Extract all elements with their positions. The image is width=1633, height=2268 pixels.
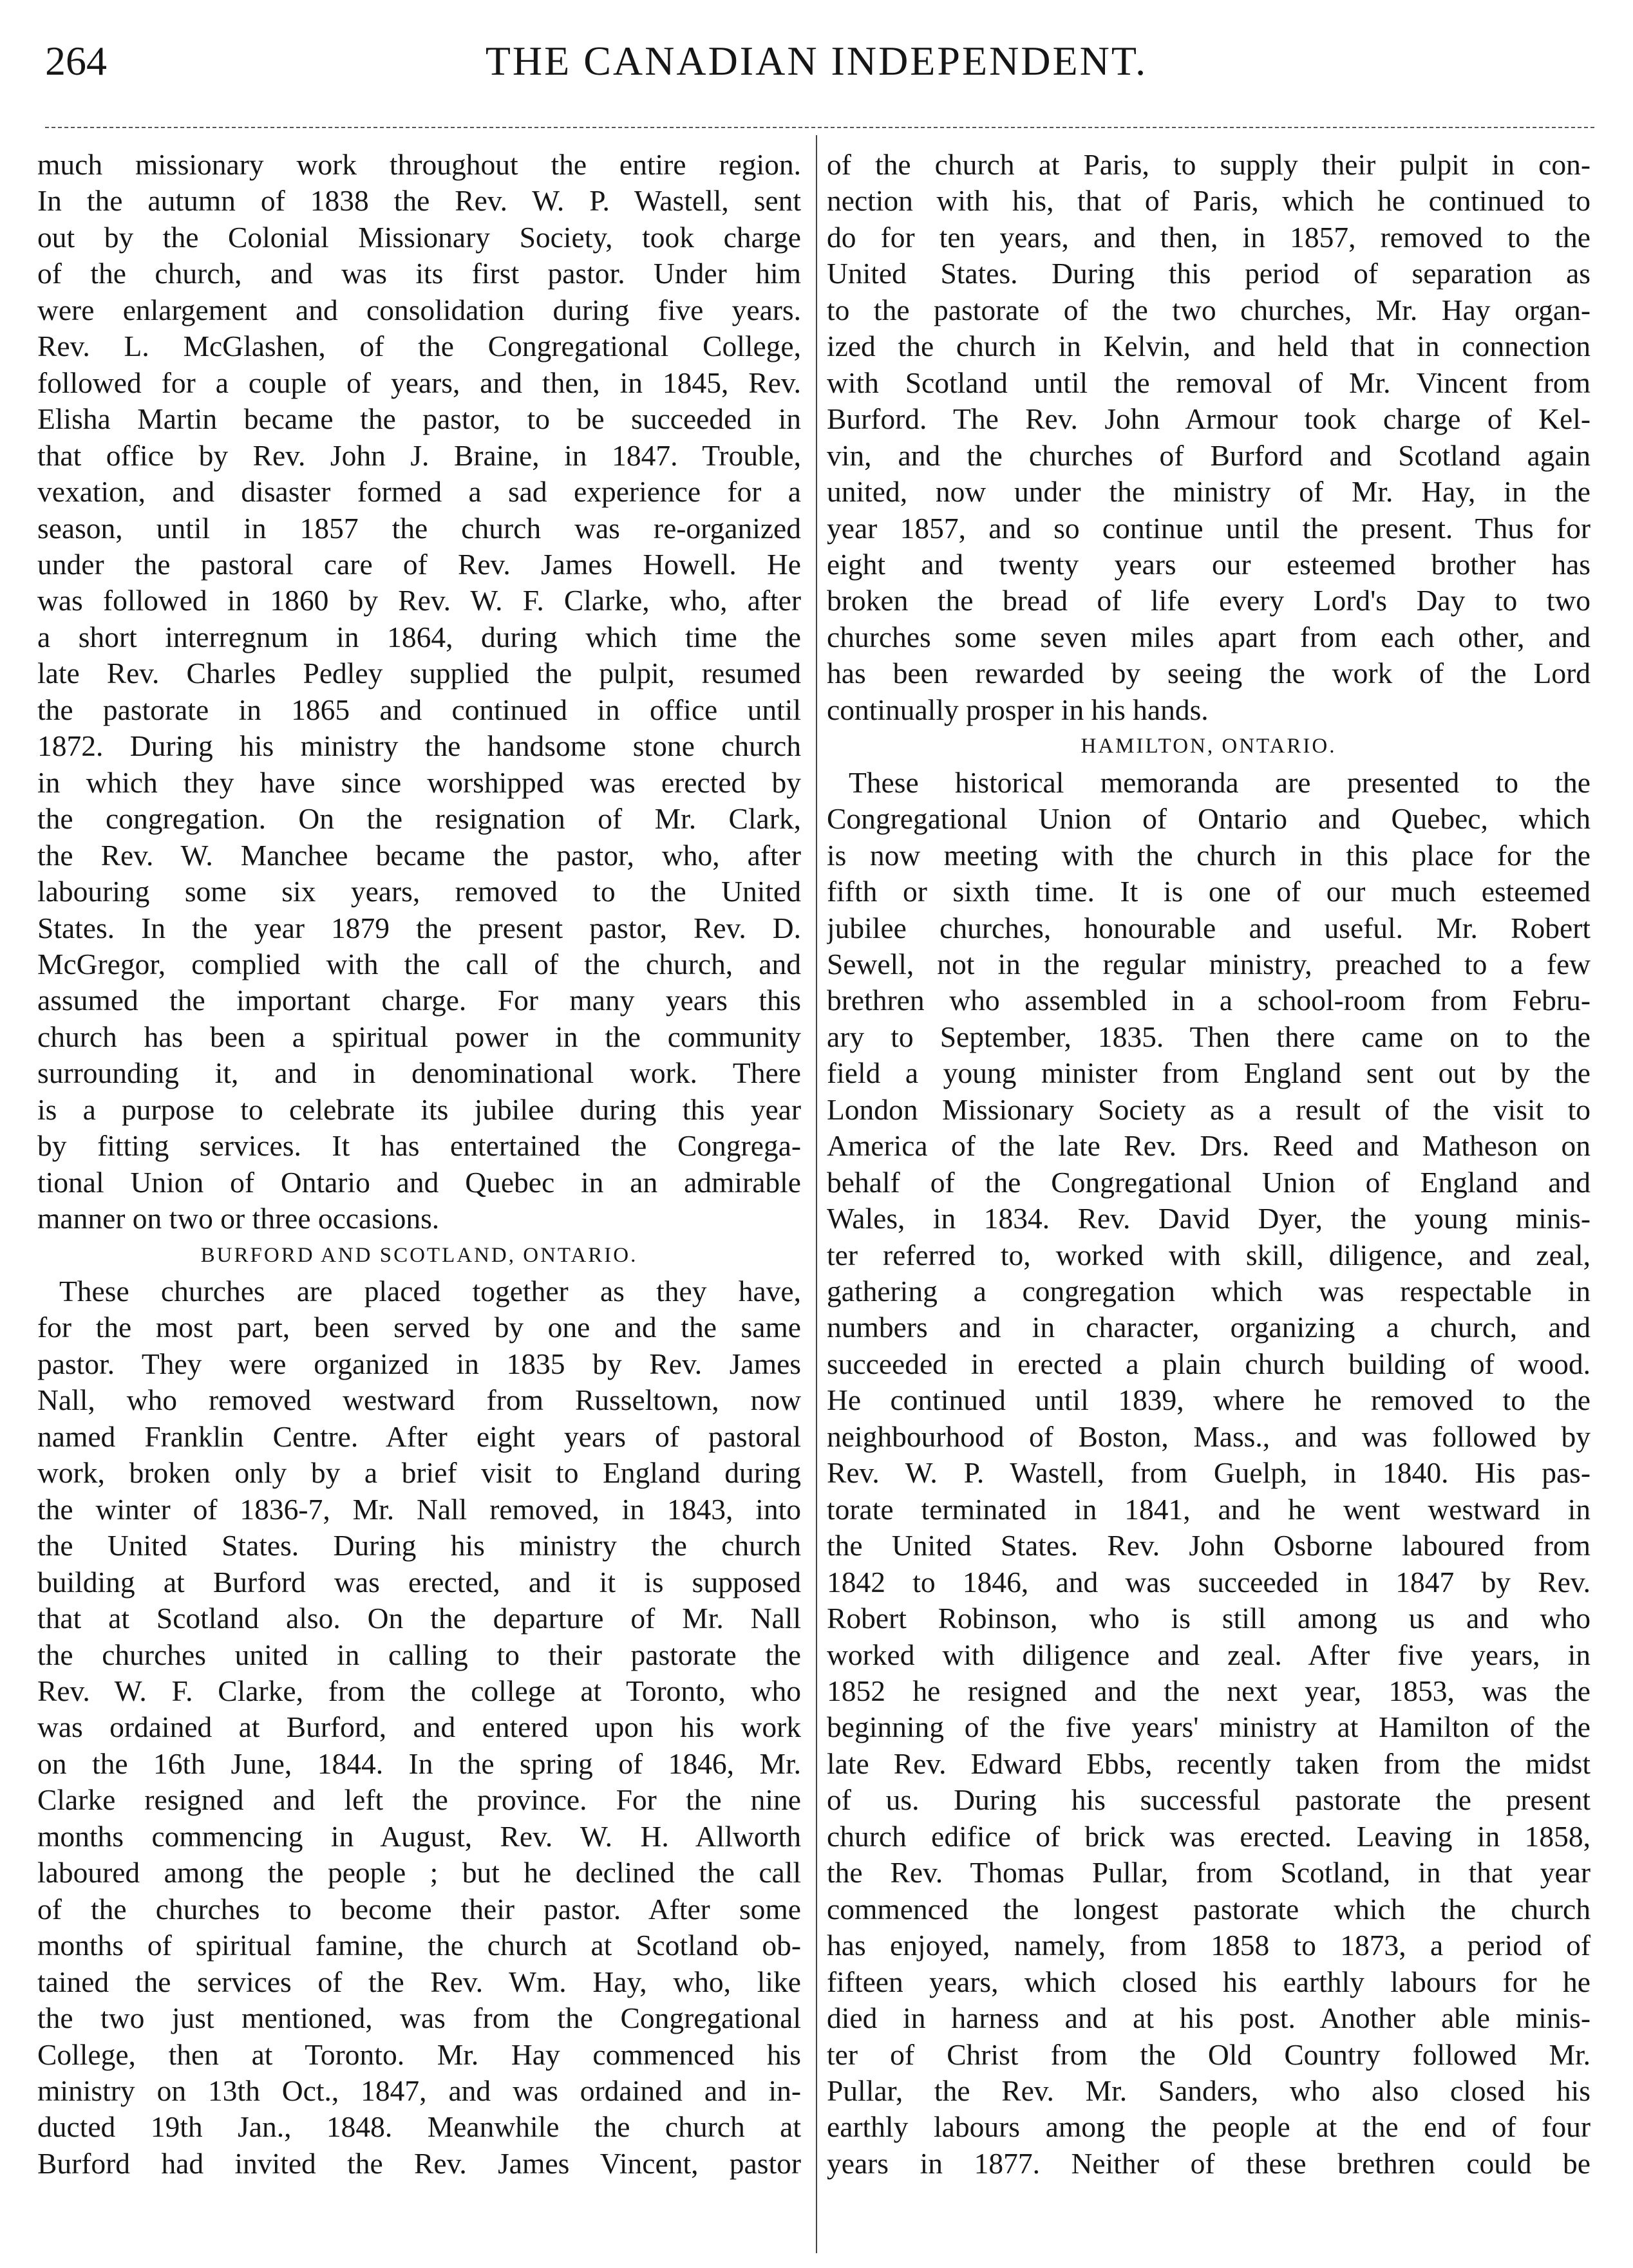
text-line: These churches are placed together as they have, [59, 1275, 801, 1308]
text-line: neighbourhood of Boston, Mass., and was followed by [827, 1420, 1591, 1453]
text-line: of the churches to become their pastor. After some [37, 1892, 801, 1926]
text-line: has enjoyed, namely, from 1858 to 1873, a period of [827, 1929, 1591, 1962]
text-line: tional Union of Ontario and Quebec in an admirable [37, 1165, 801, 1199]
left-column [37, 147, 801, 2182]
text-line: fifth or sixth time. It is one of our much esteemed [827, 875, 1591, 908]
text-line: nection with his, that of Paris, which he continued to [827, 184, 1591, 218]
text-line: Rev. L. McGlashen, of the Congregational College, [37, 330, 801, 363]
text-line: that at Scotland also. On the departure of Mr. Nall [37, 1602, 801, 1635]
text-line: season, until in 1857 the church was re-organized [37, 511, 801, 545]
text-line: church has been a spiritual power in the community [37, 1020, 801, 1053]
text-line: 1852 he resigned and the next year, 1853, was the [827, 1674, 1591, 1708]
text-line: America of the late Rev. Drs. Reed and Matheson on [827, 1129, 1591, 1163]
text-line: Rev. W. P. Wastell, from Guelph, in 1840. His pas- [827, 1456, 1591, 1490]
text-line: worked with diligence and zeal. After five years, in [827, 1638, 1591, 1671]
text-line: was ordained at Burford, and entered upon his work [37, 1710, 801, 1744]
text-line: out by the Colonial Missionary Society, took charge [37, 220, 801, 254]
text-line: labouring some six years, removed to the United [37, 875, 801, 908]
text-line: brethren who assembled in a school-room from Febru- [827, 984, 1591, 1017]
text-line: that office by Rev. John J. Braine, in 1847. Trouble, [37, 438, 801, 472]
text-line: numbers and in character, organizing a church, and [827, 1311, 1591, 1344]
section-heading: BURFORD AND SCOTLAND, ONTARIO. [200, 1243, 638, 1267]
text-line: ducted 19th Jan., 1848. Meanwhile the church at [37, 2110, 801, 2144]
text-line: Clarke resigned and left the province. For the nine [37, 1783, 801, 1817]
text-line: He continued until 1839, where he removed to the [827, 1383, 1591, 1417]
text-line: Rev. W. F. Clarke, from the college at Toronto, who [37, 1674, 801, 1708]
text-line: laboured among the people ; but he declined the call [37, 1856, 801, 1889]
text-line: named Franklin Centre. After eight years of pastoral [37, 1420, 801, 1453]
text-line: to the pastorate of the two churches, Mr. Hay organ- [827, 293, 1591, 326]
text-line: manner on two or three occasions. [37, 1202, 440, 1235]
text-line: College, then at Toronto. Mr. Hay commenced his [37, 2038, 801, 2071]
text-line: under the pastoral care of Rev. James Howell. He [37, 547, 801, 581]
text-line: the two just mentioned, was from the Congregational [37, 2001, 801, 2035]
text-line: ter referred to, worked with skill, diligence, and zeal, [827, 1238, 1591, 1271]
text-line: followed for a couple of years, and then, in 1845, Rev. [37, 366, 801, 399]
text-line: In the autumn of 1838 the Rev. W. P. Wastell, sent [37, 184, 801, 218]
text-line: the winter of 1836-7, Mr. Nall removed, in 1843, into [37, 1492, 801, 1526]
text-line: for the most part, been served by one and the same [37, 1311, 801, 1344]
text-line: was followed in 1860 by Rev. W. F. Clarke, who, after [37, 584, 801, 617]
text-line: churches some seven miles apart from each other, and [827, 620, 1591, 653]
text-line: of us. During his successful pastorate the present [827, 1783, 1591, 1817]
text-line: succeeded in erected a plain church building of wood. [827, 1347, 1591, 1380]
running-title: THE CANADIAN INDEPENDENT. [485, 38, 1148, 84]
section-heading: HAMILTON, ONTARIO. [1081, 735, 1337, 758]
text-line: pastor. They were organized in 1835 by Rev. James [37, 1347, 801, 1380]
text-line: assumed the important charge. For many years this [37, 984, 801, 1017]
text-line: 1842 to 1846, and was succeeded in 1847 by Rev. [827, 1565, 1591, 1598]
text-line: the Rev. Thomas Pullar, from Scotland, in that year [827, 1856, 1591, 1889]
text-line: vin, and the churches of Burford and Scotland again [827, 438, 1591, 472]
text-line: field a young minister from England sent out by the [827, 1056, 1591, 1090]
text-line: years in 1877. Neither of these brethren could be [827, 2146, 1591, 2180]
header-rule [45, 127, 1594, 128]
text-line: of the church at Paris, to supply their pulpit in con- [827, 148, 1591, 181]
text-line: London Missionary Society as a result of the visit to [827, 1092, 1591, 1126]
text-line: the churches united in calling to their pastorate the [37, 1638, 801, 1671]
text-line: the United States. During his ministry the church [37, 1529, 801, 1562]
text-line: church edifice of brick was erected. Leaving in 1858, [827, 1819, 1591, 1853]
text-line: building at Burford was erected, and it is supposed [37, 1565, 801, 1598]
text-line: These historical memoranda are presented to the [849, 765, 1591, 799]
text-line: united, now under the ministry of Mr. Hay, in the [827, 475, 1591, 509]
text-line: were enlargement and consolidation during five years. [37, 293, 801, 326]
text-line: of the church, and was its first pastor. Under him [37, 257, 801, 290]
text-line: on the 16th June, 1844. In the spring of 1846, Mr. [37, 1747, 801, 1780]
text-line: eight and twenty years our esteemed brother has [827, 547, 1591, 581]
text-line: Sewell, not in the regular ministry, preached to a few [827, 947, 1591, 980]
text-line: months of spiritual famine, the church at Scotland ob- [37, 1929, 801, 1962]
text-line: 1872. During his ministry the handsome stone church [37, 729, 801, 763]
text-line: with Scotland until the removal of Mr. Vincent from [827, 366, 1591, 399]
text-line: ministry on 13th Oct., 1847, and was ordained and in- [37, 2074, 801, 2107]
text-line: do for ten years, and then, in 1857, removed to the [827, 220, 1591, 254]
text-line: the congregation. On the resignation of Mr. Clark, [37, 802, 801, 836]
right-column [827, 147, 1591, 2182]
text-line: ized the church in Kelvin, and held that in connection [827, 330, 1591, 363]
text-line: Pullar, the Rev. Mr. Sanders, who also closed his [827, 2074, 1591, 2107]
text-line: Elisha Martin became the pastor, to be succeeded in [37, 402, 801, 436]
text-line: late Rev. Charles Pedley supplied the pulpit, resumed [37, 657, 801, 690]
text-line: Burford. The Rev. John Armour took charge of Kel- [827, 402, 1591, 436]
text-line: Nall, who removed westward from Russeltown, now [37, 1383, 801, 1417]
text-line: is a purpose to celebrate its jubilee during this year [37, 1092, 801, 1126]
text-line: the United States. Rev. John Osborne laboured from [827, 1529, 1591, 1562]
text-line: Wales, in 1834. Rev. David Dyer, the young minis- [827, 1202, 1591, 1235]
text-line: States. In the year 1879 the present pastor, Rev. D. [37, 911, 801, 944]
text-line: Congregational Union of Ontario and Quebec, which [827, 802, 1591, 836]
text-line: gathering a congregation which was respectable in [827, 1275, 1591, 1308]
text-line: broken the bread of life every Lord's Day to two [827, 584, 1591, 617]
text-line: earthly labours among the people at the end of four [827, 2110, 1591, 2144]
text-line: McGregor, complied with the call of the church, and [37, 947, 801, 980]
text-line: fifteen years, which closed his earthly labours for he [827, 1965, 1591, 1998]
page-number: 264 [45, 38, 107, 84]
text-line: United States. During this period of separation as [827, 257, 1591, 290]
text-line: Robert Robinson, who is still among us and who [827, 1602, 1591, 1635]
text-line: died in harness and at his post. Another able minis- [827, 2001, 1591, 2035]
text-line: the Rev. W. Manchee became the pastor, who, after [37, 838, 801, 872]
text-line: year 1857, and so continue until the present. Thus for [827, 511, 1591, 545]
text-line: torate terminated in 1841, and he went westward in [827, 1492, 1591, 1526]
text-line: by fitting services. It has entertained the Congrega- [37, 1129, 801, 1163]
text-line: continually prosper in his hands. [827, 693, 1209, 726]
text-line: vexation, and disaster formed a sad experience for a [37, 475, 801, 509]
text-line: beginning of the five years' ministry at Hamilton of the [827, 1710, 1591, 1744]
text-line: surrounding it, and in denominational work. There [37, 1056, 801, 1090]
text-line: ary to September, 1835. Then there came on to the [827, 1020, 1591, 1053]
text-line: Burford had invited the Rev. James Vincent, pastor [37, 2146, 801, 2180]
text-line: tained the services of the Rev. Wm. Hay, who, like [37, 1965, 801, 1998]
text-line: much missionary work throughout the entire region. [37, 148, 801, 181]
text-line: work, broken only by a brief visit to England during [37, 1456, 801, 1490]
text-line: ter of Christ from the Old Country followed Mr. [827, 2038, 1591, 2071]
text-line: late Rev. Edward Ebbs, recently taken from the midst [827, 1747, 1591, 1780]
text-line: has been rewarded by seeing the work of the Lord [827, 657, 1591, 690]
text-line: commenced the longest pastorate which the church [827, 1892, 1591, 1926]
text-line: in which they have since worshipped was erected by [37, 765, 801, 799]
text-line: behalf of the Congregational Union of England and [827, 1165, 1591, 1199]
column-divider [816, 135, 817, 2253]
text-line: months commencing in August, Rev. W. H. Allworth [37, 1819, 801, 1853]
text-line: a short interregnum in 1864, during which time the [37, 620, 801, 653]
text-line: jubilee churches, honourable and useful. Mr. Robert [827, 911, 1591, 944]
text-line: is now meeting with the church in this place for the [827, 838, 1591, 872]
text-line: the pastorate in 1865 and continued in office until [37, 693, 801, 726]
